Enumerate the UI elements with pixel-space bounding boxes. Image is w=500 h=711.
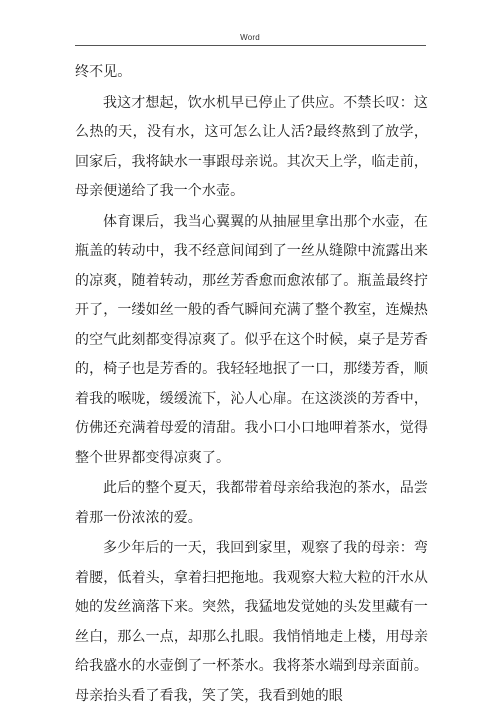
paragraph-5: 多少年后的一天，我回到家里，观察了我的母亲：弯着腰，低着头，拿着扫把拖地。我观察大粒大粒的汗水从她的发丝滴落下来。突然，我猛地发觉她的头发里藏有一丝白，那么一点，却那么扎眼。我悄悄地走上楼，用母亲给我盛水的水壶倒了一杯茶水。我将茶水端到母亲面前。母亲抬头看了看我，笑了笑，我看到她的眼 [75, 540, 428, 704]
document-body [75, 58, 428, 711]
paragraph-1: 终不见。 [75, 64, 132, 80]
header-divider [75, 45, 426, 46]
paragraph-4: 此后的整个夏天，我都带着母亲给我泡的茶水，品尝着那一份浓浓的爱。 [75, 480, 428, 526]
document-header-title: Word [240, 33, 260, 42]
paragraph-3: 体育课后，我当心翼翼的从抽屉里拿出那个水壶，在瓶盖的转动中，我不经意间闻到了一丝从缝隙中流露出来的凉爽，随着转动，那丝芳香愈而愈浓郁了。瓶盖最终拧开了，一缕如丝一般的香气瞬间充满了整个教室，连燥热的空气此刻都变得凉爽了。似乎在这个时候，桌子是芳香的，椅子也是芳香的。我轻轻地抿了一口，那缕芳香，顺着我的喉咙，缓缓流下，沁人心扉。在这淡淡的芳香中，仿佛还充满着母爱的清甜。我小口小口地呷着茶水，觉得整个世界都变得凉爽了。 [75, 213, 428, 466]
paragraph-2: 我这才想起，饮水机早已停止了供应。不禁长叹：这么热的天，没有水，这可怎么让人活?最终熬到了放学，回家后，我将缺水一事跟母亲说。其次天上学，临走前，母亲便递给了我一个水壶。 [75, 94, 428, 199]
